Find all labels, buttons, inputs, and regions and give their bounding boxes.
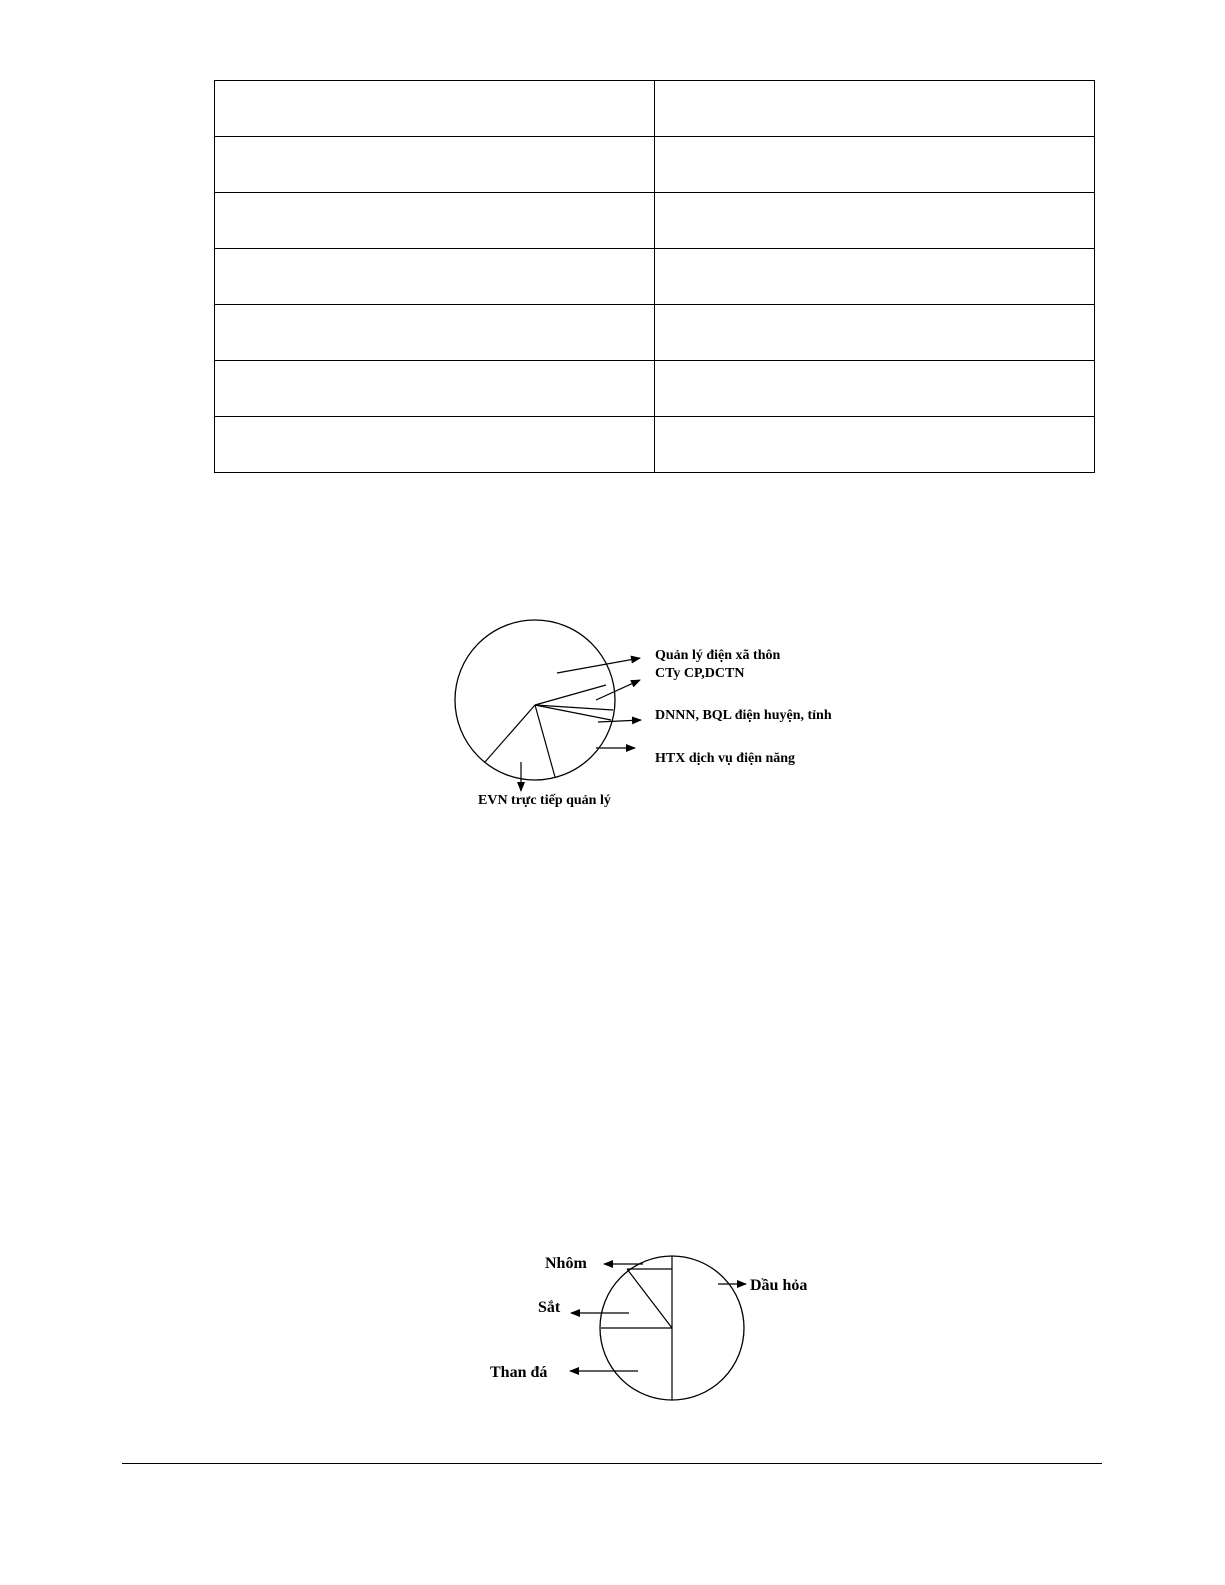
- pie2-label-2: Nhôm: [545, 1255, 587, 1272]
- pie1-divider-5: [485, 705, 535, 762]
- pie1-label-3: DNNN, BQL điện huyện, tỉnh: [655, 708, 832, 723]
- pie2-label-1: Dầu hỏa: [750, 1277, 808, 1294]
- pie1-label-2: CTy CP,DCTN: [655, 666, 745, 681]
- pie2-divider-diagonal: [627, 1269, 672, 1328]
- pie1-arrow-1: [557, 658, 640, 673]
- pie1-label-5: EVN trực tiếp quản lý: [478, 793, 611, 808]
- pie1-outline: [455, 620, 615, 780]
- pie-chart-2: [490, 1255, 807, 1400]
- pie1-divider-1: [535, 685, 606, 705]
- pie1-arrow-3: [598, 720, 641, 722]
- pie-chart-1: [455, 620, 832, 808]
- pie2-label-3: Sắt: [538, 1299, 561, 1316]
- pie1-divider-4: [535, 705, 555, 777]
- pie1-label-4: HTX dịch vụ điện năng: [655, 751, 796, 766]
- footer-rule: [122, 1463, 1102, 1464]
- pie2-label-4: Than đá: [490, 1364, 548, 1381]
- pie1-arrow-2: [596, 680, 640, 700]
- pie1-label-1: Quản lý điện xã thôn: [655, 648, 781, 663]
